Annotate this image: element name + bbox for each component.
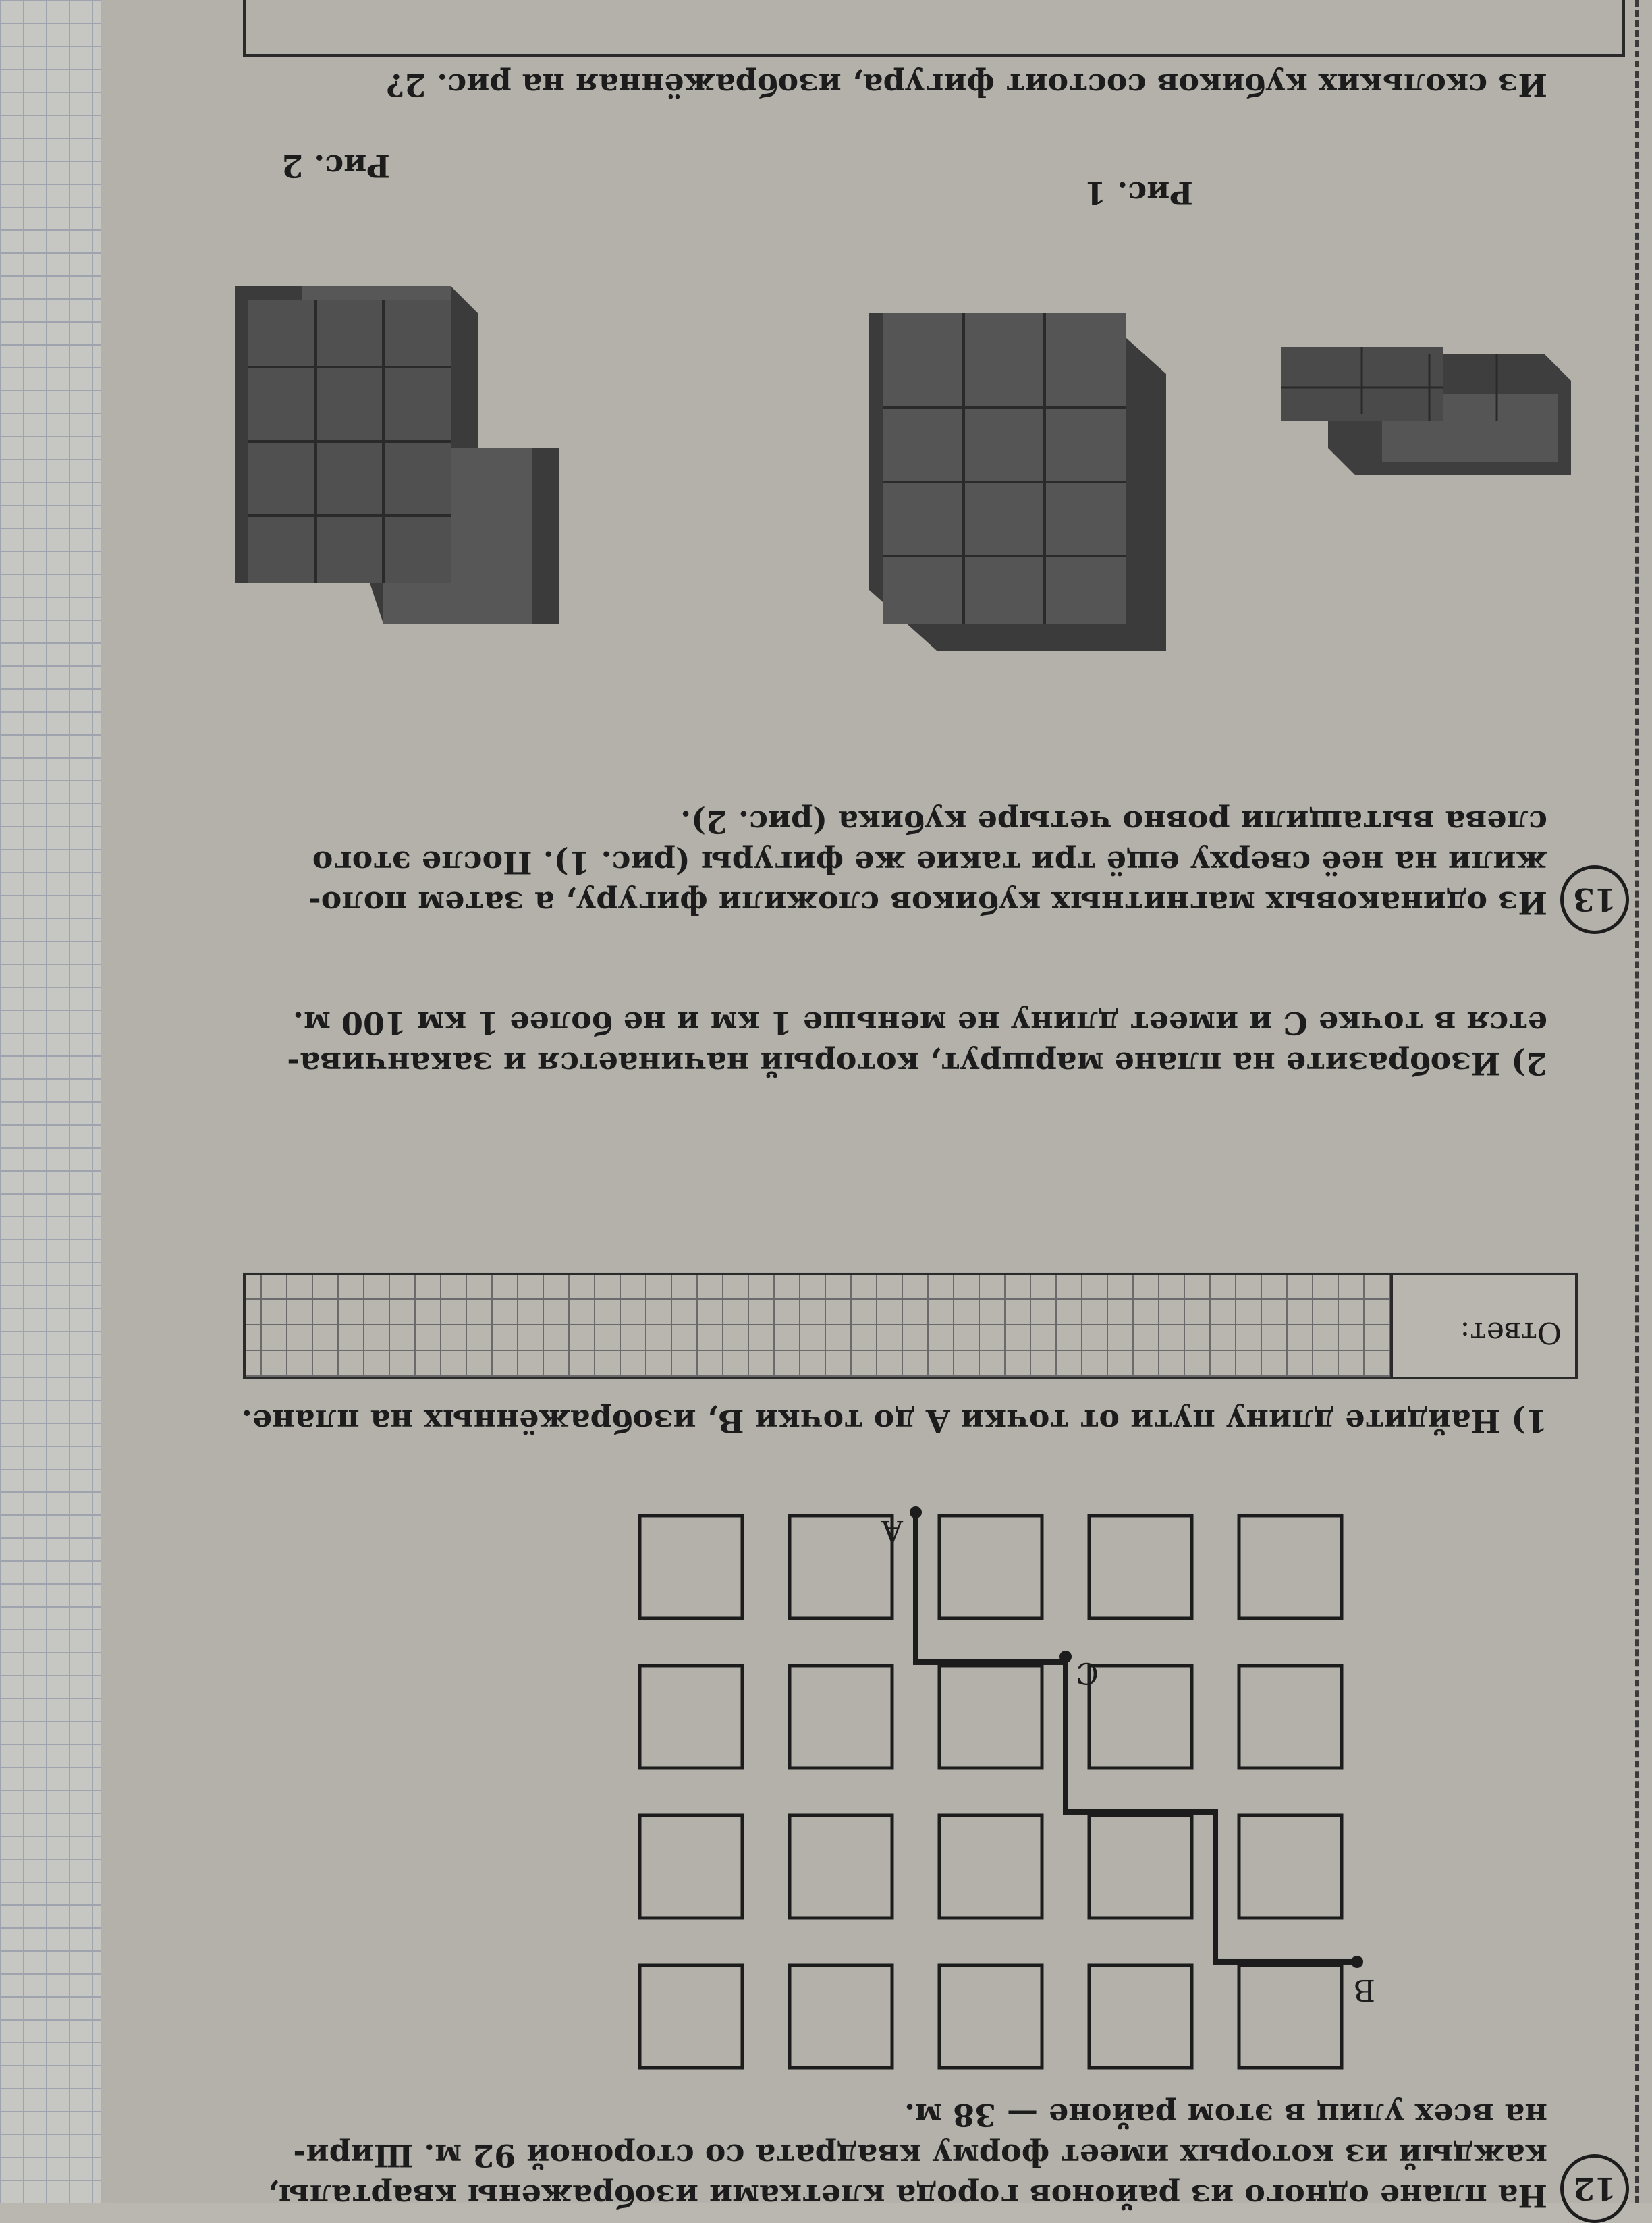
route-a-to-b	[916, 1512, 1357, 1962]
question-1: 1) Найдите длину пути от точки A до точки B, изображённых на плане.	[241, 1403, 1547, 1439]
point-c-label: C	[1076, 1655, 1099, 1690]
answer-grid[interactable]	[246, 1275, 1393, 1377]
point-b-marker	[1351, 1956, 1363, 1968]
block	[640, 1965, 742, 2068]
task-number-badge: 12	[1560, 2154, 1629, 2223]
task12-intro-line3: на всех улиц в этом районе — 38 м.	[904, 2097, 1547, 2133]
cube-stack	[1281, 347, 1571, 475]
task12-intro-line1: На плане одного из районов города клетками изображены кварталы,	[267, 2178, 1547, 2214]
task13-line2: жили на неё сверху ещё три такие же фигуры (рис. 1). После этого	[312, 844, 1547, 881]
task-number-badge: 13	[1560, 865, 1629, 934]
task13-line3: слева вытащили ровно четыре кубика (рис. 2).	[680, 804, 1547, 840]
notebook-grid-paper	[0, 0, 115, 2203]
block	[1239, 1965, 1342, 2068]
city-blocks	[640, 1516, 1342, 2068]
answer-box[interactable]	[243, 1273, 1578, 1379]
figure1-caption: Рис. 1	[1084, 175, 1193, 211]
block	[1239, 1815, 1342, 1918]
block	[790, 1666, 892, 1768]
block	[1089, 1815, 1192, 1918]
block	[790, 1516, 892, 1618]
block	[939, 1815, 1042, 1918]
question-2-line1: 2) Изобразите на плане маршрут, который начинается и заканчива-	[287, 1045, 1547, 1082]
figure1-small	[1247, 327, 1598, 489]
task13-line1: Из одинаковых магнитных кубиков сложили фигуру, а затем поло-	[308, 885, 1547, 921]
block	[939, 1666, 1042, 1768]
block	[790, 1965, 892, 2068]
block	[939, 1965, 1042, 2068]
previous-answer-box	[243, 0, 1625, 57]
block	[1089, 1516, 1192, 1618]
figure2-caption: Рис. 2	[281, 148, 390, 184]
answer-label: Ответ:	[1460, 1315, 1562, 1350]
cube-stack	[869, 313, 1166, 651]
task13-question: Из скольких кубиков состоит фигура, изображённая на рис. 2?	[386, 67, 1547, 103]
block	[640, 1815, 742, 1918]
city-plan	[559, 1487, 1375, 2095]
block	[1089, 1666, 1192, 1768]
worksheet-page	[101, 0, 1652, 2214]
point-a-label: A	[881, 1514, 903, 1548]
figure2	[208, 259, 586, 664]
figure1-stacked	[829, 286, 1180, 664]
block	[790, 1815, 892, 1918]
task12-intro-line2: каждый из которых имеет форму квадрата со стороной 92 м. Шири-	[293, 2137, 1547, 2174]
point-c-marker	[1059, 1651, 1072, 1663]
point-b-label: B	[1353, 1973, 1375, 2007]
block	[1239, 1666, 1342, 1768]
block	[1239, 1516, 1342, 1618]
question-2-line2: ется в точке C и имеет длину не меньше 1 км и не более 1 км 100 м.	[293, 1005, 1547, 1041]
point-a-marker	[910, 1506, 922, 1518]
block	[640, 1666, 742, 1768]
block	[1089, 1965, 1192, 2068]
block	[939, 1516, 1042, 1618]
block	[640, 1516, 742, 1618]
cube-stack	[235, 286, 559, 624]
cut-line	[1635, 0, 1639, 2203]
